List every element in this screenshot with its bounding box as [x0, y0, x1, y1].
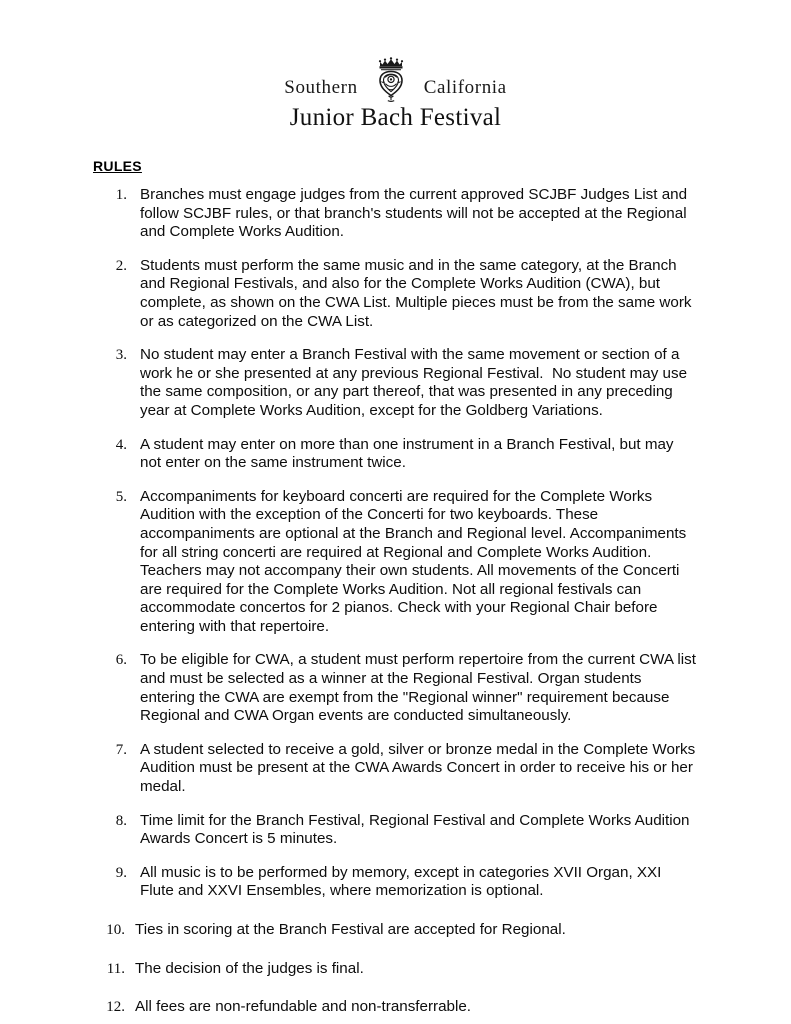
list-item-text: Students must perform the same music and in the same category, at the Branch and Regional Festivals, and also for the Complete Works Audition (CWA), but complete, as shown on the CWA List. Multiple pieces must be from the same work or as categorized on the CWA List.: [140, 256, 696, 330]
list-item-number: 12.: [106, 999, 125, 1016]
list-item: [93, 812, 696, 849]
list-item: [93, 740, 699, 797]
letterhead-title: Junior Bach Festival: [289, 104, 502, 131]
list-item-number: 8.: [115, 812, 127, 829]
list-item-text: A student may enter on more than one instrument in a Branch Festival, but may not enter on the same instrument twice.: [140, 435, 678, 472]
list-item: [93, 488, 696, 637]
letterhead: [0, 0, 791, 132]
list-item-number: 2.: [115, 257, 127, 274]
list-item-number: 11.: [106, 960, 125, 977]
document-body: [0, 158, 791, 1017]
list-item: [93, 436, 696, 473]
list-item-text: All fees are non-refundable and non-transferrable.: [135, 998, 472, 1016]
letterhead-line-southern-california: [0, 57, 791, 103]
list-item-text: Time limit for the Branch Festival, Regional Festival and Complete Works Audition Awards Concert is 5 minutes.: [140, 811, 693, 848]
list-item-text: Ties in scoring at the Branch Festival are accepted for Regional.: [135, 921, 566, 938]
list-item-number: 5.: [115, 488, 127, 505]
list-item-number: 4.: [115, 436, 127, 453]
list-item: [93, 186, 696, 242]
page-title: RULES: [93, 158, 142, 174]
list-item-number: 9.: [115, 864, 127, 881]
list-item: [93, 864, 696, 901]
list-item-number: 6.: [115, 652, 127, 669]
list-item: [93, 257, 696, 331]
list-item-text: The decision of the judges is final.: [135, 959, 364, 977]
list-item-number: 10.: [106, 922, 125, 938]
letterhead-word-california: California: [423, 77, 507, 98]
list-item-number: 3.: [115, 347, 127, 364]
list-item-text: All music is to be performed by memory, except in categories XVII Organ, XXI Flute and XXVI Ensembles, where memorization is optional.: [140, 863, 666, 900]
list-item-number: 1.: [115, 187, 127, 203]
list-item-text: A student selected to receive a gold, silver or bronze medal in the Complete Works Audition must be present at the CWA Awards Concert in order to receive his or her medal.: [140, 740, 699, 796]
rules-list: [93, 186, 701, 1017]
list-item: [93, 960, 696, 979]
letterhead-word-southern: Southern: [284, 77, 358, 98]
list-item-text: No student may enter a Branch Festival with the same movement or section of a work he or she presented at any previous Regional Festival. No student may use the same composition, or any part thereof, that was presented in any preceding year at Complete Works Audition, except for the Goldberg Variations.: [140, 346, 692, 419]
list-item-text: Accompaniments for keyboard concerti are required for the Complete Works Audition with the exception of the Concerti for two keyboards. These accompaniments are optional at the Branch and Regional level. Accompaniments for all string concerti are required at Regional and Complete Works Audition. Teachers may not accompany their own students. All movements of the Concerti are required for the Complete Works Audition. Not all regional festivals can accommodate concertos for 2 pianos. Check with your Regional Chair before entering with that repertoire.: [140, 487, 691, 635]
list-item: [93, 346, 696, 420]
list-item: [93, 651, 701, 725]
list-item-text: Branches must engage judges from the current approved SCJBF Judges List and follow SCJBF rules, or that branch's students will not be accepted at the Regional and Complete Works Audition.: [140, 186, 692, 241]
list-item: [93, 921, 696, 940]
list-item-number: 7.: [115, 741, 127, 758]
list-item: [93, 998, 696, 1017]
crown-crest-icon: [372, 57, 410, 103]
list-item-text: To be eligible for CWA, a student must perform repertoire from the current CWA list and must be selected as a winner at the Regional Festival. Organ students entering the CWA are exempt from the "Regional winner" requirement because Regional and CWA Organ events are conducted simultaneously.: [140, 651, 701, 725]
